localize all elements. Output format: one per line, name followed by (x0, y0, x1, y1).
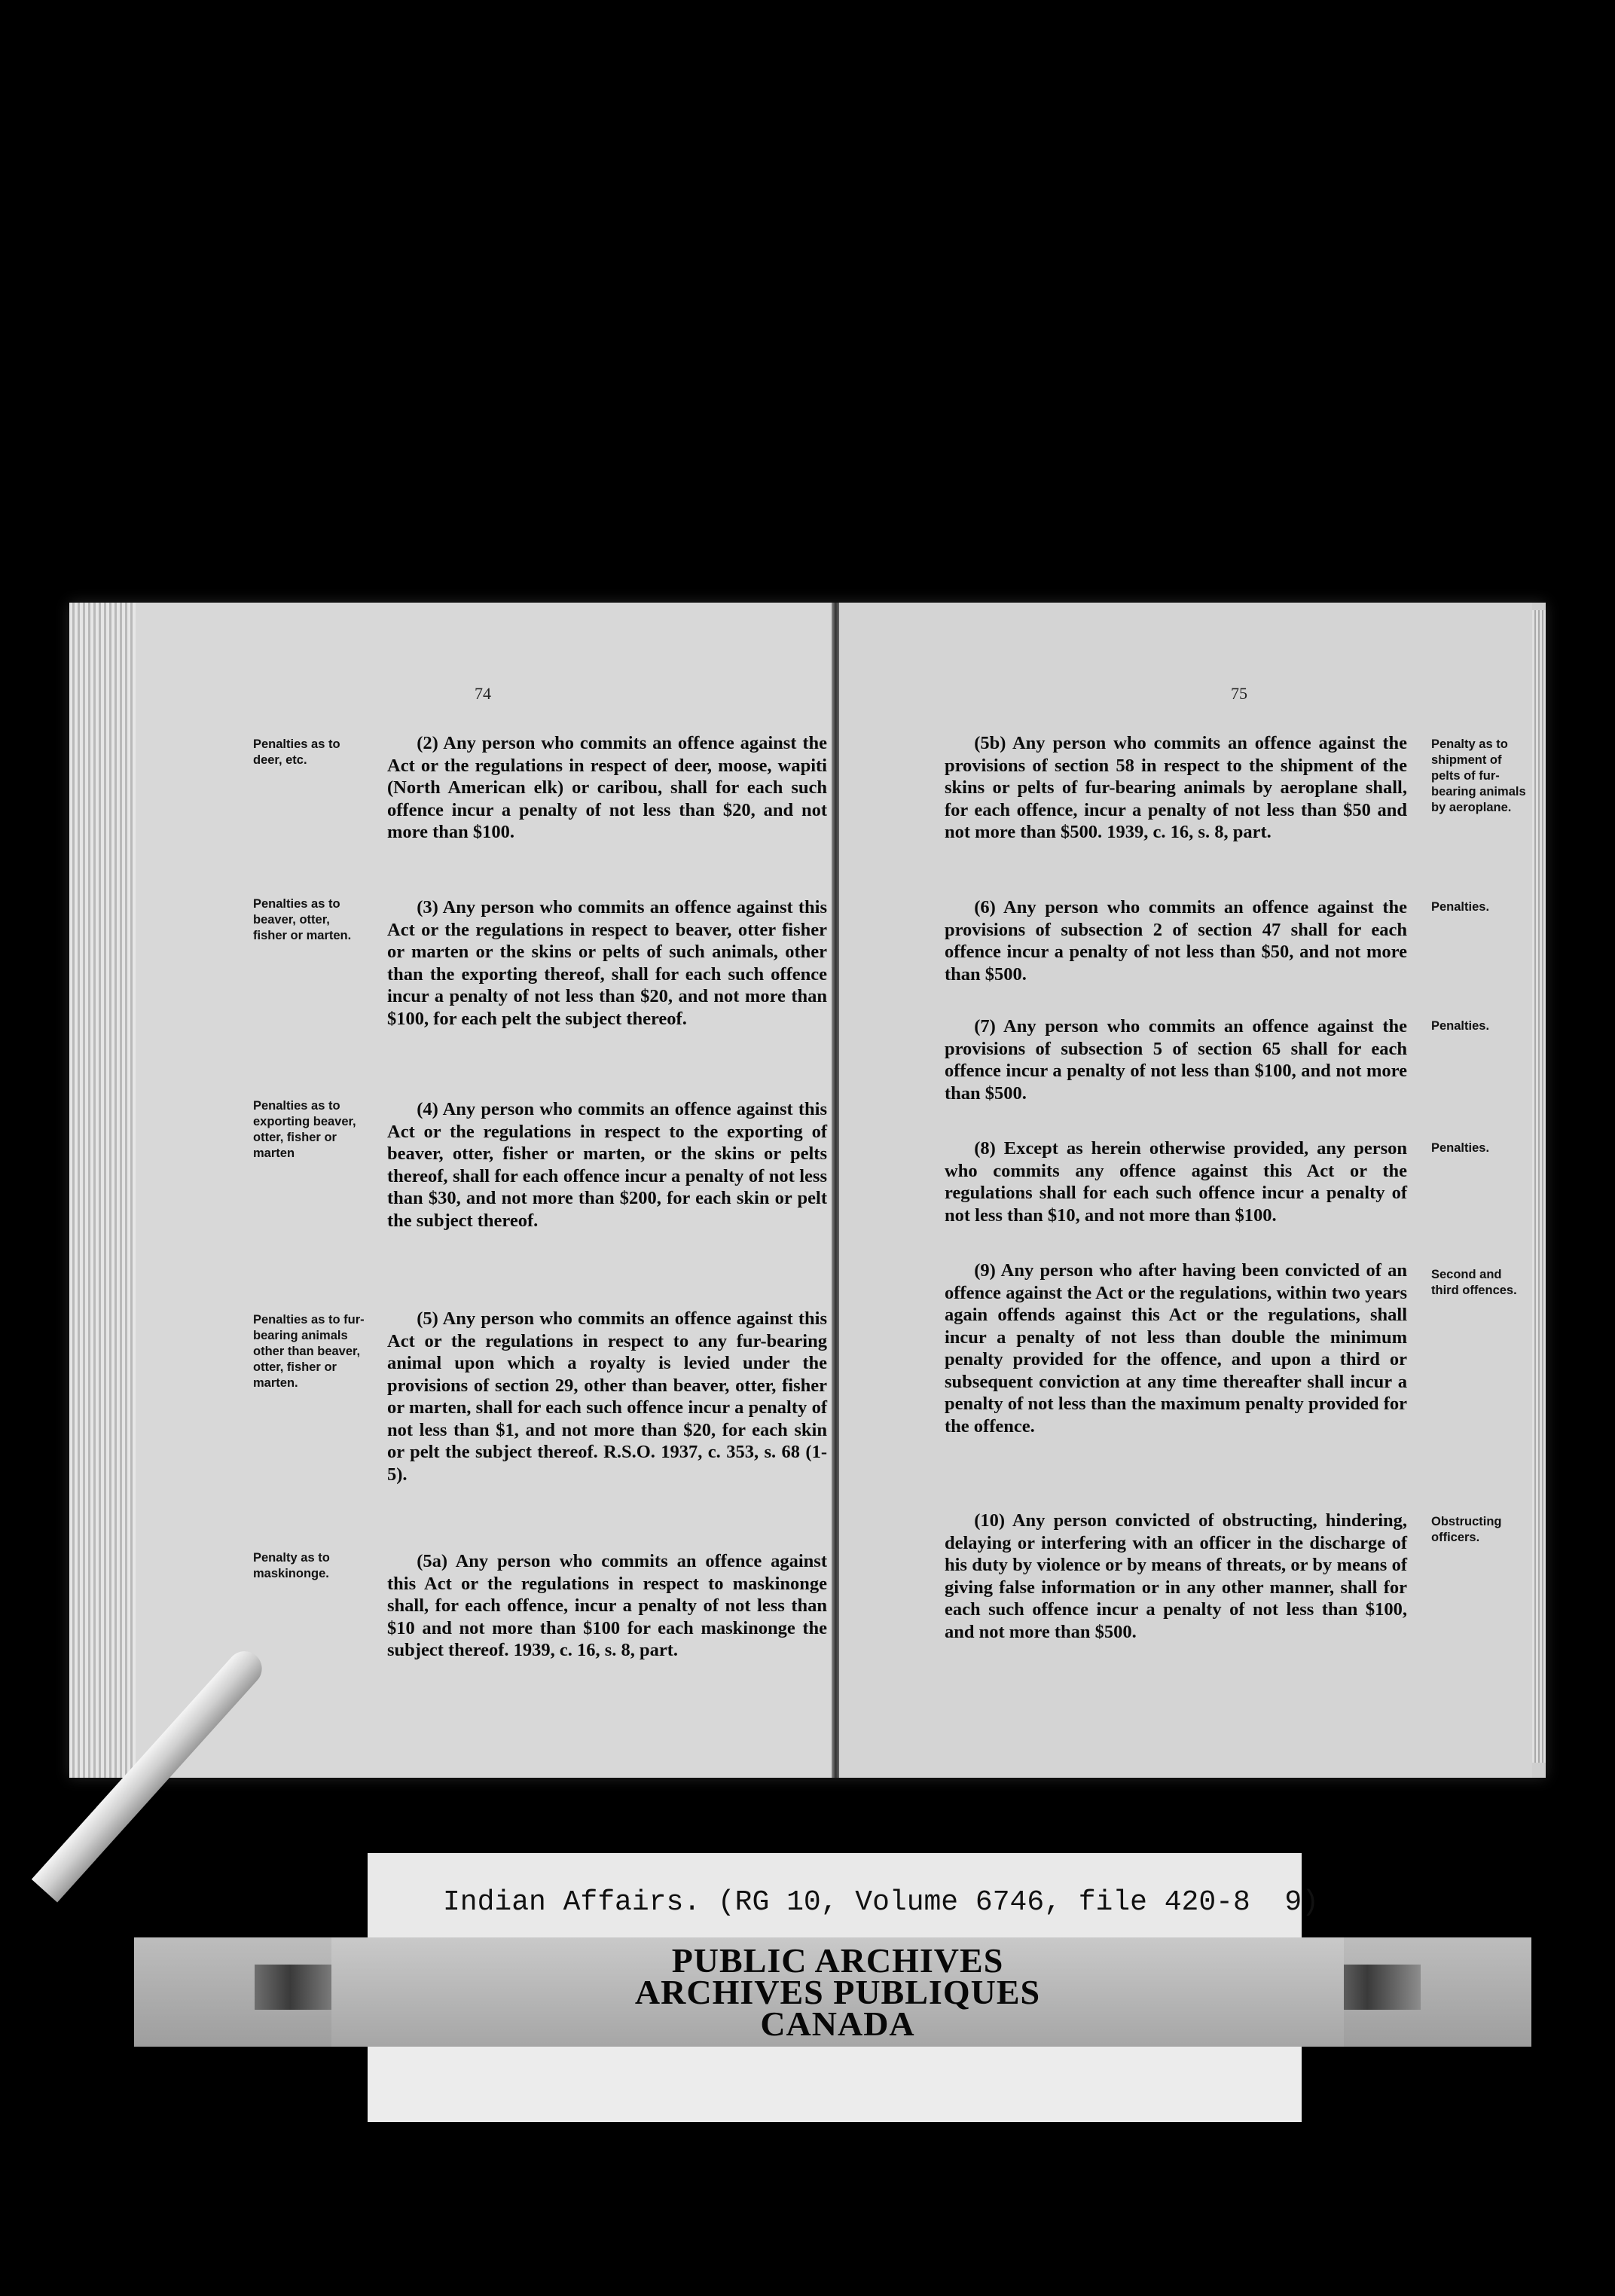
margin-note: Penalties as to beaver, otter, fisher or marten. (253, 897, 352, 942)
paragraph: (2) Any person who commits an offence against the Act or the regulations in respect of deer, moose, wapiti (North American elk) or caribou, shall for each such offence incur a penalty of not less than $20, and not more than $100. (387, 733, 827, 842)
paragraph: (9) Any person who after having been convicted of an offence against the Act or the regulations, within two years again offends against this Act or the regulations, shall incur a penalty of not less than double the minimum penalty provided for the offence, and upon a third or subsequent conviction at any time thereafter shall incur a penalty of not less than the maximum penalty provided for the offence. (945, 1260, 1407, 1437)
paragraph: (7) Any person who commits an offence against the provisions of subsection 5 of section 65 shall for each offence incur a penalty of not less than $100, and not more than $500. (945, 1016, 1407, 1104)
left-page (136, 603, 833, 1778)
margin-note: Penalties. (1431, 900, 1490, 914)
reference-label-strip (368, 1853, 1319, 1937)
margin-note: Penalties as to deer, etc. (253, 737, 340, 767)
page-edges-right (1532, 610, 1546, 1763)
stamp-text (331, 1941, 1344, 2043)
stamp-tab-left (255, 1965, 343, 2010)
lower-label-strip (368, 2047, 1302, 2122)
archive-stamp-bar (134, 1937, 1531, 2047)
margin-note: Penalties as to fur-bearing animals other than beaver, otter, fisher or marten. (253, 1313, 365, 1390)
paragraph: (3) Any person who commits an offence against this Act or the regulations in respect to beaver, otter fisher or marten or the skins or pelts of such animals, other than the exporting thereof, shall for each such offence incur a penalty of not less than $20, and not more than $100, for each pelt the subject thereof. (387, 897, 827, 1029)
margin-note: Penalties. (1431, 1019, 1490, 1033)
stamp-tab-right (1332, 1965, 1421, 2010)
paragraph: (5b) Any person who commits an offence against the provisions of section 58 in respect to the shipment of the skins or pelts of fur-bearing animals by aeroplane shall, for each offence, incur a penalty of not less than $50 and not more than $500. 1939, c. 16, s. 8, part. (945, 733, 1407, 842)
archive-stamp (331, 1937, 1344, 2047)
paragraph: (6) Any person who commits an offence against the provisions of subsection 2 of section 47 shall for each offence incur a penalty of not less than $50, and not more than $500. (945, 897, 1407, 985)
margin-note: Penalty as to shipment of pelts of fur-bearing animals by aeroplane. (1431, 737, 1526, 814)
margin-note: Obstructing officers. (1431, 1515, 1502, 1544)
paragraph: (8) Except as herein otherwise provided, any person who commits any offence against this Act or the regulations shall for each such offence incur a penalty of not less than $10, and not more than $100. (945, 1138, 1407, 1226)
stamp-line-2: ARCHIVES PUBLIQUES (634, 1973, 1041, 2011)
right-page (839, 603, 1532, 1778)
page-number-left: 74 (475, 684, 491, 703)
reference-label: Indian Affairs. (RG 10, Volume 6746, file 420-8 9) (443, 1886, 1319, 1919)
margin-note: Second and third offences. (1431, 1268, 1517, 1297)
margin-note: Penalties as to exporting beaver, otter, fisher or marten (253, 1099, 356, 1160)
stamp-line-3: CANADA (760, 2004, 915, 2043)
paragraph: (5a) Any person who commits an offence against this Act or the regulations in respect to maskinonge shall, for each offence, incur a penalty of not less than $10 and not more than $100 for each maskinonge the subject thereof. 1939, c. 16, s. 8, part. (387, 1551, 827, 1660)
open-book (69, 603, 1546, 1778)
paragraph: (4) Any person who commits an offence against this Act or the regulations in respect to the exporting of beaver, otter, fisher or marten, or the skins or pelts thereof, shall for each offence incur a penalty of not less than $30, and not more than $200, for each skin or pelt the subject thereof. (387, 1099, 827, 1231)
page-edges-left (69, 603, 136, 1778)
paragraph: (5) Any person who commits an offence against this Act or the regulations in respect to any fur-bearing animal upon which a royalty is levied under the provisions of section 29, other than beaver, otter, fisher or marten, shall for each such offence incur a penalty of not less than $1, and not more than $20, for each skin or pelt the subject thereof. R.S.O. 1937, c. 353, s. 68 (1-5). (387, 1308, 827, 1485)
margin-note: Penalty as to maskinonge. (253, 1551, 330, 1580)
stamp-line-1: PUBLIC ARCHIVES (671, 1941, 1004, 1980)
margin-note: Penalties. (1431, 1141, 1490, 1155)
page-number-right: 75 (1231, 684, 1247, 703)
paragraph: (10) Any person convicted of obstructing, hindering, delaying or interfering with an officer in the discharge of his duty by violence or by means of threats, or by means of giving false information or in any other manner, shall for each such offence incur a penalty of not less than $100, and not more than $500. (945, 1510, 1407, 1642)
